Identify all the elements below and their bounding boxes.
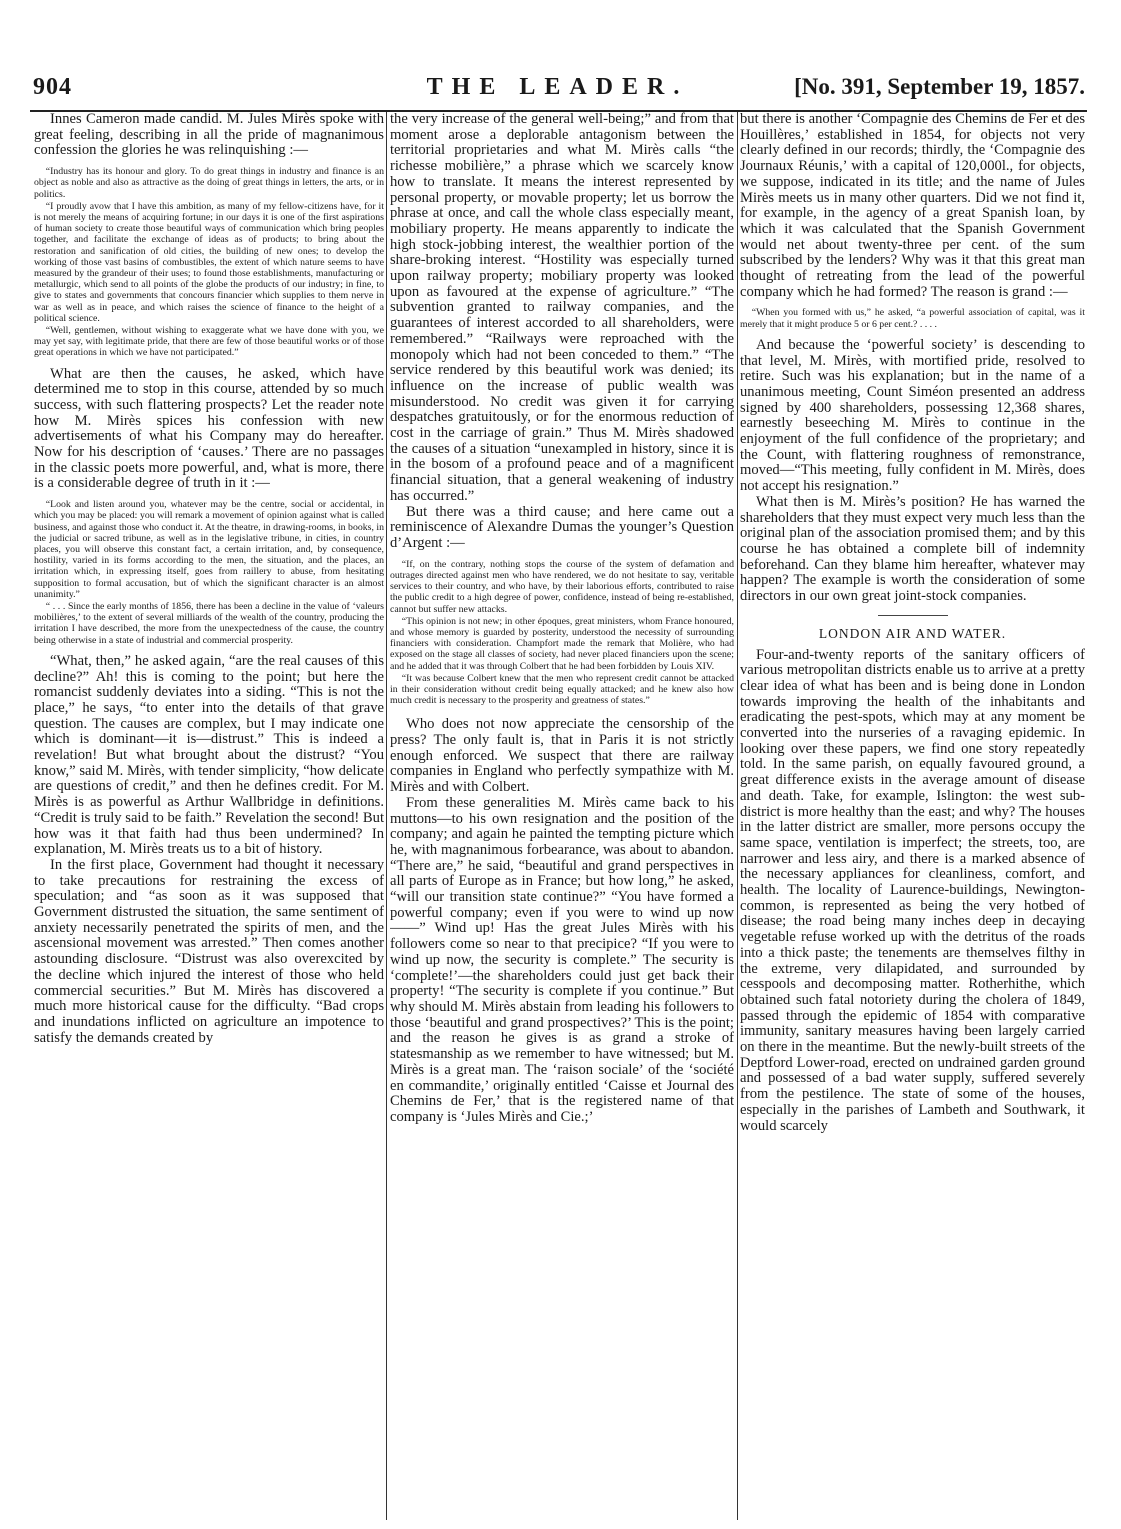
quotation: “Industry has its honour and glory. To do great things in industry and finance is an object as noble and also as attractive as the doing of great things in letters, the arts, or in politics. bbox=[34, 166, 384, 200]
paragraph: But there was a third cause; and here came out a reminiscence of Alexandre Dumas the younger’s Question d’Argent :— bbox=[390, 503, 734, 551]
quotation: “Well, gentlemen, without wishing to exaggerate what we have done with you, we may yet say, with legitimate pride, that there are few of those beautiful works or of those great operations in which we have not participated.” bbox=[34, 324, 384, 359]
masthead-title: THE LEADER. bbox=[426, 74, 689, 100]
column-1 bbox=[34, 112, 384, 1520]
column-3 bbox=[740, 112, 1085, 1520]
issue-date: [No. 391, September 19, 1857. bbox=[794, 74, 1085, 99]
paragraph: Innes Cameron made candid. M. Jules Mirès spoke with great feeling, describing in all the pride of magnanimous confession the glories he was relinquishing :— bbox=[34, 112, 384, 159]
section-heading: LONDON AIR AND WATER. bbox=[818, 625, 1007, 641]
section-divider bbox=[878, 615, 948, 616]
column-2 bbox=[390, 112, 734, 1520]
quotation: “If, on the contrary, nothing stops the course of the system of defamation and outrages directed against men who have rendered, we do not hesitate to say, veritable services to their country, and who have, by their laborious efforts, contributed to raise the public credit to a high degree of power, confidence, instead of being re-established, cannot but suffer new attacks. bbox=[390, 558, 734, 615]
quotation: “It was because Colbert knew that the men who represent credit cannot be attacked in their consideration without credit being equally attacked; and he knew also how much credit is necessary to the prosperity and greatness of states.” bbox=[390, 672, 734, 707]
paragraph: Four-and-twenty reports of the sanitary officers of various metropolitan districts enable us to arrive at a pretty clear idea of what has been and is being done in London towards improving the health of the inhabitants and eradicating the pest-spots, which may at any moment be converted into the nurseries of a ravaging epidemic. In looking over these papers, we find one story repeatedly told. In the same parish, on equally favoured ground, a great difference exists in the average amount of disease and death. Take, for example, Islington: the west sub-district is more healthy than the east; and why? The houses in the latter district are smaller, more persons occupy the same space, ventilation is imperfect; the streets, too, are narrower and less airy, and there is a marked absence of the necessary appliances for cleanliness, comfort, and health. The locality of Laurence-buildings, Newington-common, is represented as being the very hotbed of disease; the road being many inches deep in decaying vegetable refuse worked up with the detritus of the roads into a thick paste; the tenements are themselves filthy in the extreme, very dilapidated, and surrounded by cesspools and decomposing matter. Rotherhithe, which obtained such fatal notoriety during the cholera of 1849, passed through the epidemic of 1854 with comparative immunity, sanitary measures having been largely carried on there in the meantime. But the newly-built streets of the Deptford Lower-road, erected on undrained garden ground and possessed of a bad water supply, suffered severely from the pestilence. The state of some of the houses, especially in the parishes of Lambeth and Southwark, it would scarcely bbox=[740, 646, 1085, 1134]
column-divider bbox=[386, 112, 387, 1520]
quotation: “I proudly avow that I have this ambition, as many of my fellow-citizens have, for it is not merely the means of acquiring fortune; in our days it is one of the first aspirations of human society to create those beautiful ways of communication which bring peoples together, and facilitate the exchange of ideas as of products; to bring about the restoration and sanification of old cities, the building of new ones; to develop the working of those vast basins of combustibles, the extent of which nature seems to have measured by the grandeur of their uses; to found those establishments, manufacturing or metallurgic, which send to all points of the globe the products of our industry; in fine, to give to states and governments that concours financier which supplies to them nerve in war as well as in peace, and which raises the science of finance to the height of a political science. bbox=[34, 200, 384, 324]
paragraph: Who does not now appreciate the censorship of the press? The only fault is, that in Paris it is not strictly enough enforced. We suspect that there are railway companies in England who perfectly sympathize with M. Mirès and with Colbert. bbox=[390, 716, 734, 796]
column-divider bbox=[737, 112, 738, 1520]
paragraph: In the first place, Government had thought it necessary to take precautions for restraining the excess of speculation; and “as soon as it was supposed that Government distrusted the situation, the same sentiment of anxiety necessarily penetrated the spirits of men, and the ascensional movement was arrested.” Then comes another astounding disclosure. “Distrust was also overexcited by the decline which injured the interest of those who held commercial securities.” But M. Mirès has discovered a much more historical cause for the difficulty. “Bad crops and inundations inflicted on agriculture an impotence to satisfy the demands created by bbox=[34, 856, 384, 1046]
paragraph: And because the ‘powerful society’ is descending to that level, M. Mirès, with mortified pride, resolved to retire. Such was his explanation; but in the name of a unanimous meeting, Count Siméon presented an address signed by 400 shareholders, possessing 12,368 shares, earnestly beseeching M. Mirès to continue in the enjoyment of the full confidence of the proprietary; and the Count, with flattering roughness of remonstrance, moved—“This meeting, fully confident in M. Mirès, does not accept his resignation.” bbox=[740, 336, 1085, 495]
paragraph: but there is another ‘Compagnie des Chemins de Fer et des Houillères,’ established in 1854, for objects not very clearly defined in our records; thirdly, the ‘Compagnie des Journaux Réunis,’ with a capital of 120,000l., for objects, we suppose, indicated in its title; and the name of Jules Mirès meets us in many other quarters. Did we not find it, for example, in the agency of a great Spanish loan, by which it was calculated that the Spanish Government would net about twenty-three per cent. of the sum subscribed by the lenders? Why was it that this great man thought of retreating from the lead of the powerful company which he had formed? The reason is grand :— bbox=[740, 112, 1085, 300]
paragraph: the very increase of the general well-being;” and from that moment arose a deplorable antagonism between the territorial proprietaries and what M. Mirès calls “the richesse mobilière,” a phrase which we scarcely know how to translate. It means the interest represented by personal property, or movable property; let us borrow the phrase at once, and call the whole class especially meant, mobiliary property. He means apparently to indicate the high stock-jobbing interest, the wealthier portion of the share-broking interest. “Hostility was especially turned upon railway property; mobiliary property was looked upon as favoured at the expense of agriculture.” “The subvention granted to railway companies, and the guarantees of interest accorded to all shareholders, were remembered.” “Railways were reproached with the monopoly which had not been conceded to them.” “The service rendered by this beautiful work was denied; its influence on the increase of public wealth was misunderstood. No credit was given it for carrying despatches gratuitously, or for the enormous reduction of cost in the carriage of grain.” Thus M. Mirès shadowed the causes of a situation “unexampled in history, since it is in the bosom of a profound peace and of a magnificent financial situation, that a general weakening of industry has occurred.” bbox=[390, 112, 734, 504]
paragraph: What are then the causes, he asked, which have determined me to stop in this course, attended by so much success, with such flattering prospects? Let the reader note how M. Mirès spices his confession with new advertisements of what his Company may do hereafter. Now for his description of ‘causes.’ There are no passages in the classic poets more powerful, and, what is more, there is a considerable degree of truth in it :— bbox=[34, 365, 384, 492]
quotation: “ . . . Since the early months of 1856, there has been a decline in the value of ‘valeurs mobilières,’ to the extent of several milliards of the wealth of the country, producing the irritation I have described, the more from the unexpectedness of the cause, the country being otherwise in a state of industrial and commercial prosperity. bbox=[34, 601, 384, 646]
page-number: 904 bbox=[33, 74, 72, 100]
page-header bbox=[30, 70, 1085, 110]
paragraph: “What, then,” he asked again, “are the real causes of this decline?” Ah! this is coming to the point; but here the romancist suddenly deviates into a siding. “This is not the place,” he says, “to enter into the details of that grave question. The causes are complex, but I may indicate one which is dominant—it is—distrust.” This is indeed a revelation! But what brought about the distrust? “You know,” said M. Mirès, with tender simplicity, “how delicate are questions of credit,” and then he defines credit. For M. Mirès is as powerful as Arthur Wallbridge in definitions. “Credit is truly said to be faith.” Revelation the second! But how was it that faith had thus been undermined? In explanation, M. Mirès treats us to a bit of history. bbox=[34, 652, 384, 858]
paragraph: From these generalities M. Mirès came back to his muttons—to his own resignation and the position of the company; and again he painted the tempting picture which he, with magnanimous forbearance, was about to abandon. “There are,” he said, “beautiful and grand perspectives in all parts of Europe as in France; but how long,” he asked, “will our transition state continue?” “You have formed a powerful company; even if you were to wind up now——” Wind up! Has the great Jules Mirès with his followers come so near to that precipice? “If you were to wind up now, the security is complete.” The security is ‘complete!’—the shareholders could just get back their property! “The security is complete if you continue.” But why should M. Mirès abstain from leading his followers to those ‘beautiful and grand prospectives?’ This is the point; and the reason he gives is as grand a stroke of statesmanship as we remember to have witnessed; but M. Mirès is a great man. The ‘raison sociale’ of the ‘société en commandite,’ originally entitled ‘Caisse et Journal des Chemins de Fer,’ that is the registered name of that company is ‘Jules Mirès and Cie.;’ bbox=[390, 794, 734, 1125]
quotation: “This opinion is not new; in other époques, great ministers, whom France honoured, and whose memory is guarded by posterity, understood the necessity of surrounding financiers with consideration. Champfort made the remark that Molière, who had exposed on the stage all classes of society, had never placed financiers upon the scene; and he added that it was through Colbert that he had been forbidden by Louis XIV. bbox=[390, 615, 734, 672]
quotation: “When you formed with us,” he asked, “a powerful association of capital, was it merely that it might produce 5 or 6 per cent.? . . . . bbox=[740, 307, 1085, 330]
paragraph: What then is M. Mirès’s position? He has warned the shareholders that they must expect very much less than the original plan of the association promised them; and by this course he has obtained a complete bill of indemnity beforehand. Can they blame him hereafter, whatever may happen? The example is worth the consideration of some directors in our own great joint-stock companies. bbox=[740, 493, 1085, 605]
quotation: “Look and listen around you, whatever may be the centre, social or accidental, in which you may be placed: you will remark a movement of opinion against what is called business, and against those who conduct it. At the theatre, in drawing-rooms, in books, in the judicial or sacred tribune, as well as in the legislative tribune, in cities, in country places, you will observe this constant fact, a certain irritation, and, by consequence, hostility, varied in its forms according to the men, the situation, and the places, an irritation which, in expressing itself, goes from raillery to abuse, from hesitating supposition to formal accusation, but of which the significant character is an almost unanimity.” bbox=[34, 499, 384, 600]
